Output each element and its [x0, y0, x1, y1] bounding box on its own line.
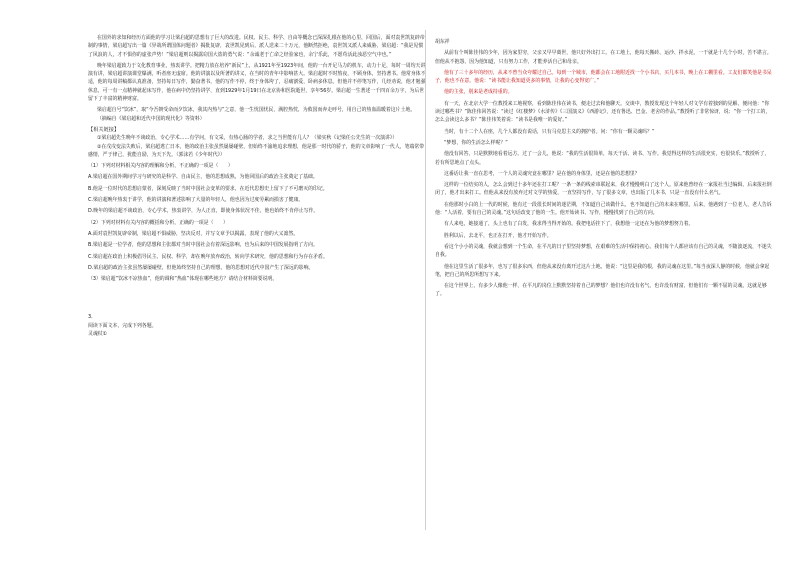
paragraph: 胜利以后，去北平，也正在打开，他才开始写作。 [444, 232, 552, 239]
option-a: A.面对袁世凯复辟帝制，梁启超不惧威胁，坚决反对，并写文章予以揭露，表现了他的大义凛然。 [88, 230, 299, 237]
option-b: B.梁启超是一位学者，他的思想和主张都对当时中国社会有着深远影响，也为后来的中国发展指明了方向。 [88, 242, 318, 249]
paragraph: 他没有回答，只是默默地看着远方。过了一会儿，他说：“我的生活很简单，每天干活、读书、写作。我觉得这样的生活很充实，也很快乐。”教授听了，若有所思地点了点头。 [435, 151, 770, 166]
paragraph: 梁启超自号“饮冰”，取“今吾朝受命而夕饮冰，我其内热与”之意，他一生忧国忧民，满腔热忱，为救国而奔走呼号，用自己的热血温暖着这片土地。 [97, 107, 416, 114]
link-item: ①梁启超先生晚年不谈政治，专心学术……有学问，有文采，有热心肠的学者，求之当世能有几人？（梁实秋《记梁任公先生的一次演讲》） [97, 135, 398, 142]
paragraph: 他有了三十多年的经历，从来不曾当众夸耀过自己。每到一个城市，他都会在工地附近找一个小书店，买几本书，晚上在工棚里看。工友们都笑他是书呆子，他也不在意。他说：“读书能让我知道更多的事情，让我的心变得宽广。” [435, 69, 772, 85]
section-instruction: 阅读下面文本，完成下列各题。 [88, 322, 157, 329]
link-item: ②在戊戌变法失败后，梁启超逃亡日本，他的政治主张虽然屡屡碰壁，但始终不渝地追求理想，他是那一时代的骄子，他的文章影响了一代人，笔端常带感情，严于律己，犹能自励，为天下先。（郭沫若《少年时代》） [88, 143, 425, 158]
links-heading: 【相关链接】 [88, 126, 120, 133]
option-d: D.晚年的梁启超不谈政治，专心学术，热衷讲学，为人正直，即使身体状况不佳，他也始终不肯停止写作。 [88, 208, 319, 215]
option-b: B.他是一位时代的思想启蒙者，深刻反映了当时中国社会变革的要求，在近代思想史上留下了不可磨灭的印记。 [88, 185, 328, 192]
left-column [88, 34, 426, 338]
passage-title: 灵魂杖① [88, 331, 108, 338]
paragraph: 他在这里生活了很多年，也写了很多东西，但他从来没有离开过这片土地。他说：“这里是我的根，我的灵魂在这里。”每当夜深人静的时候，他就会拿起笔，把自己的所思所想写下来。 [435, 263, 770, 278]
section-number: 3. [88, 314, 93, 321]
source-note: （摘编自《梁启超和近代中国的现代化》等资料） [97, 115, 205, 122]
paragraph: 有一天，在北京大学一位教授来工地视察，看到陈佳伟在读书，便走过去和他聊天。交谈中，教授发现这个年轻人对文学有着独到的见解，便问他：“你读过哪些书？”陈佳伟回答说：“读过《红楼梦》《水浒传》《三国演义》《西游记》，还有鲁迅、巴金、老舍的作品。”教授听了非常惊讶，说：“你一个打工的，怎么会读这么多书？”陈佳伟笑着说：“读书是我唯一的爱好。” [435, 100, 771, 124]
right-column [435, 38, 773, 299]
paragraph: 在这个世界上，有多少人像他一样，在平凡的岗位上默默坚持着自己的梦想？他们也许没有名气，也许没有财富，但他们有一颗不屈的灵魂，这就足够了。 [435, 283, 767, 298]
paragraph: 晚年梁启超致力于文化教育事业，热衷讲学。把精力放在培养“新民”上，从1921年至1923年间，他的一台开足马力的机车，动力十足，每时一周均天讲演有讲，梁启超讲演课堂爆满，听者座无虚席。他的讲演以及所著的讲义，在当时的青年中影响甚大。梁启超时不时熬夜，不顾身体，坚持著书。他常身体不适，他的每周讲稿都认真准备，坚持每日写作，勤奋著书，他的写作不停，终于身体垮了，忍痛割爱，卧病多休息。但他并不停笔写作，几经劝说，他才勉强休息，可一有一点精神就起床写作，他在病中仍坚持讲学，直到1929年1月19日在北京协和医院逝世，享年56岁。梁启超一生著述一千四百余万字，为后世留下了丰富的精神财富。 [88, 62, 426, 103]
paragraph: 在国外的求知和经历方面他的学习让梁启超的思想有了巨大的改进。民权、民主、科学、自由等概念已深深扎根在他的心里，回国后，面对袁世凯复辟帝制的事情，梁启超写出一篇《异哉所谓国体问题者》揭批复辟，袁世凯见到后，派人送来二十万元，他断然拒绝，袁世凯又派人来威胁，梁启超：“我是见惯了风浪的人，才不惧你的虚张声势！”梁启超则以揭露窃国大盗的勇气说：“余诚老于亡命之经验家也，余宁乐此，不愿苟活此浊恶空气中也。” [88, 35, 425, 58]
paragraph: 在他那时小白的上一代的时候，他有过一段很长时间的迷茫期，不知道自己该做什么，也不知道自己的未来在哪里。后来，他遇到了一位老人，老人告诉他：“人活着，要有自己的灵魂。”这句话改变了他的一生。他开始读书、写作，慢慢找到了自己的方向。 [435, 201, 772, 217]
paragraph: 这样的一位结实的人，怎么会到过十多年还在打工呢？一条一条的线索串联起来，我才慢慢明白了这个人。原来他曾经在一家报社当过编辑，后来报社倒闭了，他才出来打工。但他从来没有放弃过对文学的热爱，一直坚持写作，写了很多文章，也出版了几本书，只是一直没有什么名气。 [435, 182, 772, 197]
question-stem: （1）下列对材料相关内容的理解和分析，不正确的一项是（ ） [88, 163, 233, 170]
paragraph: 这番话让我一直在思考，一个人的灵魂究竟在哪里？是在他的身体里，还是在他的思想里？ [444, 170, 640, 177]
passage-author: 胡东祥 [435, 39, 450, 45]
option-a: A.梁启超在国外期间学习与研究的是科学、自由民主，他的思想成熟，为他回国后的政治主张奠定了基础。 [88, 174, 318, 181]
option-c: C.梁启超晚年热衷于讲学，他的讲演和著述影响了大量的年轻人，他也因为过度劳累而损害了健康。 [88, 197, 304, 204]
paragraph: 当时，有十二个人在座，几个人都没有说话，只有马克思主义的拥护者。问：“你有一颗灵魂吗？” [444, 128, 655, 135]
paragraph: 他的主张，别来是老成持重的。 [444, 89, 513, 96]
paragraph: 从前有个叫陈佳伟的少年，因为家里穷，父亲又早早离世，他只好外出打工。在工地上，他每天搬砖、运沙、拌水泥，一干就是十几个小时，苦不堪言。但他从不抱怨，因为他知道，只有努力工作，才能养活自己和母亲。 [435, 50, 772, 65]
option-c: C.梁启超在政治上积极倡导民主、民权、科学，却在晚年放弃政治，转向学术研究，他的思想和行为存在矛盾。 [88, 253, 328, 260]
paragraph: 看这个小小的灵魂，我就会想到一个生命，在平凡的日子里坚持梦想，在艰难的生活中保持初心。我们每个人都应该有自己的灵魂，不随波逐流，不迷失自我。 [435, 243, 772, 259]
option-d: D.梁启超的政治主张虽然屡屡碰壁，但他始终坚持自己的理想，他的思想对近代中国产生了深远的影响。 [88, 264, 314, 271]
question-stem: （3）梁启超“饮冰不凉热血”，他的调和“热血”体现在哪些地方？请结合材料简要说明。 [88, 276, 278, 283]
paragraph: “梦想，你的生活怎么样呢？” [444, 139, 508, 146]
column-divider [425, 30, 426, 530]
question-stem: （2）下列对材料有关内容的概括和分析，正确的一项是（ ） [88, 219, 229, 226]
paragraph: 有人来电，她接通了，头上也有了白发，我求得当得开始的。我把电话挂下了，我想他一定还在为他的梦想努力着。 [444, 221, 694, 228]
